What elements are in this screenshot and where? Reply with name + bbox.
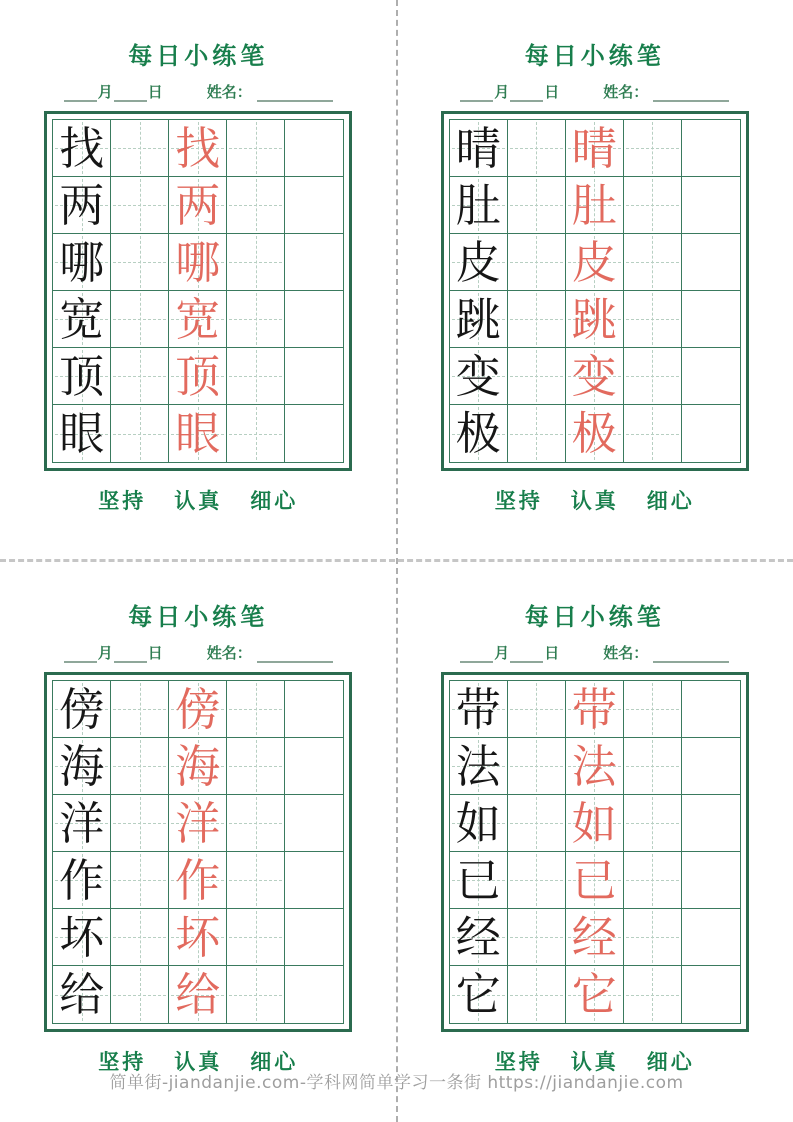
site-watermark: 简单街-jiandanjie.com-学科网简单学习一条街 https://jiandanjie.com [109,1073,684,1093]
day-blank [114,646,147,663]
plain-practice-cell [285,795,343,852]
motto-word: 认真 [174,489,223,513]
motto-word: 坚持 [98,1050,147,1074]
motto-word: 细心 [250,489,299,513]
practice-cell [624,681,682,738]
practice-cell [227,738,285,795]
writing-grid-frame [441,672,749,1032]
practice-cell [111,234,169,291]
model-character-cell [450,966,508,1023]
practice-cell [508,120,566,177]
model-character-cell [53,909,111,966]
trace-character-cell [169,738,227,795]
trace-character-cell [566,348,624,405]
practice-cell [508,909,566,966]
trace-character-cell [169,795,227,852]
model-character-cell [450,405,508,462]
worksheet-card-top-right [397,0,793,561]
practice-cell [624,738,682,795]
model-character: 它 [455,968,501,1021]
practice-cell [111,120,169,177]
trace-character-cell [566,405,624,462]
name-blank [257,85,333,102]
plain-practice-cell [285,120,343,177]
plain-practice-cell [682,291,740,348]
practice-cell [624,120,682,177]
date-name-row [460,643,729,663]
model-character: 经 [455,910,501,964]
motto-word: 细心 [646,1050,695,1074]
practice-cell [111,909,169,966]
horizontal-cut-line [0,559,793,562]
name-label: 姓名： [206,83,252,101]
model-character-cell [450,738,508,795]
name-blank [257,646,333,663]
trace-character: 带 [571,682,617,736]
day-label: 日 [147,83,163,101]
worksheet-card-top-left [0,0,397,561]
model-character-cell [450,348,508,405]
worksheet-title: 每日小练笔 [524,42,665,70]
practice-cell [624,177,682,234]
plain-practice-cell [682,120,740,177]
practice-cell [508,234,566,291]
model-character: 傍 [59,682,105,736]
model-character: 海 [59,739,105,793]
motto-word: 认真 [174,1050,223,1074]
model-character-cell [53,795,111,852]
day-label: 日 [147,644,163,662]
trace-character-cell [566,177,624,234]
model-character: 宽 [59,292,105,346]
model-character: 如 [455,796,501,850]
motto-word: 坚持 [494,1050,543,1074]
trace-character: 肚 [571,178,617,232]
motto-word: 认真 [570,489,619,513]
trace-character-cell [169,681,227,738]
practice-cell [227,234,285,291]
model-character-cell [450,177,508,234]
name-label: 姓名： [603,644,649,662]
trace-character: 晴 [571,121,617,175]
practice-cell [111,291,169,348]
practice-cell [624,405,682,462]
trace-character-cell [566,909,624,966]
model-character-cell [450,909,508,966]
model-character: 已 [455,853,501,907]
day-label: 日 [544,83,560,101]
month-blank [64,646,97,663]
plain-practice-cell [285,405,343,462]
model-character: 两 [59,178,105,232]
practice-cell [624,852,682,909]
writing-grid [52,680,344,1024]
plain-practice-cell [285,234,343,291]
motto-word: 细心 [646,489,695,513]
day-label: 日 [544,644,560,662]
trace-character-cell [169,852,227,909]
practice-cell [508,177,566,234]
trace-character-cell [566,852,624,909]
trace-character: 它 [571,968,617,1021]
practice-cell [111,348,169,405]
motto-word: 细心 [250,1050,299,1074]
month-blank [460,85,493,102]
practice-cell [227,120,285,177]
trace-character: 经 [571,910,617,964]
motto-word: 坚持 [494,489,543,513]
model-character: 带 [455,682,501,736]
model-character-cell [450,234,508,291]
trace-character: 眼 [175,407,221,460]
name-label: 姓名： [206,644,252,662]
practice-cell [227,909,285,966]
trace-character: 给 [175,968,221,1021]
plain-practice-cell [682,234,740,291]
trace-character: 宽 [175,292,221,346]
model-character-cell [53,966,111,1023]
name-blank [653,85,729,102]
model-character: 作 [59,853,105,907]
plain-practice-cell [682,852,740,909]
model-character: 皮 [455,235,501,289]
trace-character: 作 [175,853,221,907]
trace-character: 洋 [175,796,221,850]
trace-character-cell [566,234,624,291]
motto-word: 坚持 [98,489,147,513]
plain-practice-cell [285,177,343,234]
practice-cell [227,405,285,462]
worksheet-card-bottom-left [0,561,397,1122]
plain-practice-cell [682,177,740,234]
model-character-cell [53,738,111,795]
trace-character-cell [169,966,227,1023]
model-character: 极 [455,407,501,460]
model-character: 找 [59,121,105,175]
trace-character-cell [169,348,227,405]
plain-practice-cell [285,738,343,795]
model-character: 变 [455,349,501,403]
trace-character: 傍 [175,682,221,736]
writing-grid [449,119,741,463]
trace-character: 已 [571,853,617,907]
trace-character-cell [169,291,227,348]
trace-character-cell [169,177,227,234]
practice-cell [227,795,285,852]
model-character-cell [53,120,111,177]
plain-practice-cell [285,291,343,348]
plain-practice-cell [682,909,740,966]
practice-cell [508,291,566,348]
trace-character: 法 [571,739,617,793]
plain-practice-cell [285,348,343,405]
model-character: 哪 [59,235,105,289]
trace-character-cell [566,291,624,348]
month-label: 月 [494,83,510,101]
trace-character: 找 [175,121,221,175]
model-character-cell [53,291,111,348]
month-label: 月 [494,644,510,662]
model-character-cell [450,681,508,738]
model-character: 给 [59,968,105,1021]
model-character: 法 [455,739,501,793]
practice-cell [508,966,566,1023]
plain-practice-cell [682,348,740,405]
practice-cell [624,348,682,405]
practice-cell [624,291,682,348]
practice-cell [227,177,285,234]
trace-character: 哪 [175,235,221,289]
practice-cell [624,795,682,852]
practice-cell [624,909,682,966]
date-name-row [64,643,333,663]
name-label: 姓名： [603,83,649,101]
practice-cell [508,795,566,852]
trace-character: 两 [175,178,221,232]
plain-practice-cell [682,681,740,738]
model-character-cell [450,795,508,852]
trace-character-cell [566,795,624,852]
trace-character-cell [566,738,624,795]
plain-practice-cell [682,795,740,852]
trace-character-cell [169,120,227,177]
practice-cell [111,966,169,1023]
month-label: 月 [97,83,113,101]
writing-grid-frame [44,111,352,471]
date-name-row [460,82,729,102]
day-blank [114,85,147,102]
plain-practice-cell [682,738,740,795]
practice-cell [111,795,169,852]
trace-character-cell [169,234,227,291]
trace-character-cell [566,966,624,1023]
trace-character: 如 [571,796,617,850]
practice-cell [508,852,566,909]
practice-cell [227,966,285,1023]
worksheet-title: 每日小练笔 [128,603,269,631]
trace-character: 极 [571,407,617,460]
model-character: 肚 [455,178,501,232]
writing-grid-frame [44,672,352,1032]
plain-practice-cell [285,681,343,738]
practice-cell [111,405,169,462]
writing-grid-frame [441,111,749,471]
model-character-cell [450,291,508,348]
trace-character-cell [169,909,227,966]
name-blank [653,646,729,663]
practice-cell [111,177,169,234]
model-character-cell [53,852,111,909]
plain-practice-cell [682,405,740,462]
motto-word: 认真 [570,1050,619,1074]
trace-character: 顶 [175,349,221,403]
plain-practice-cell [285,909,343,966]
practice-cell [227,291,285,348]
model-character: 跳 [455,292,501,346]
trace-character-cell [566,681,624,738]
date-name-row [64,82,333,102]
model-character: 坏 [59,910,105,964]
trace-character: 海 [175,739,221,793]
practice-cell [508,681,566,738]
trace-character-cell [169,405,227,462]
worksheet-card-bottom-right [397,561,793,1122]
trace-character: 跳 [571,292,617,346]
plain-practice-cell [285,966,343,1023]
practice-cell [508,738,566,795]
model-character-cell [450,120,508,177]
model-character-cell [53,681,111,738]
day-blank [510,646,543,663]
writing-grid [52,119,344,463]
practice-cell [111,852,169,909]
plain-practice-cell [682,966,740,1023]
worksheet-title: 每日小练笔 [128,42,269,70]
writing-grid [449,680,741,1024]
practice-cell [624,234,682,291]
model-character: 晴 [455,121,501,175]
motto-row [495,485,695,515]
practice-cell [508,348,566,405]
practice-cell [227,681,285,738]
model-character-cell [53,234,111,291]
worksheet-title: 每日小练笔 [524,603,665,631]
practice-cell [111,681,169,738]
month-blank [64,85,97,102]
trace-character: 坏 [175,910,221,964]
practice-cell [227,852,285,909]
model-character-cell [53,177,111,234]
practice-cell [624,966,682,1023]
model-character-cell [53,405,111,462]
practice-cell [227,348,285,405]
model-character: 眼 [59,407,105,460]
practice-cell [508,405,566,462]
month-blank [460,646,493,663]
practice-cell [111,738,169,795]
month-label: 月 [97,644,113,662]
trace-character: 变 [571,349,617,403]
model-character-cell [53,348,111,405]
trace-character: 皮 [571,235,617,289]
trace-character-cell [566,120,624,177]
plain-practice-cell [285,852,343,909]
model-character: 洋 [59,796,105,850]
model-character: 顶 [59,349,105,403]
model-character-cell [450,852,508,909]
motto-row [98,485,298,515]
day-blank [510,85,543,102]
